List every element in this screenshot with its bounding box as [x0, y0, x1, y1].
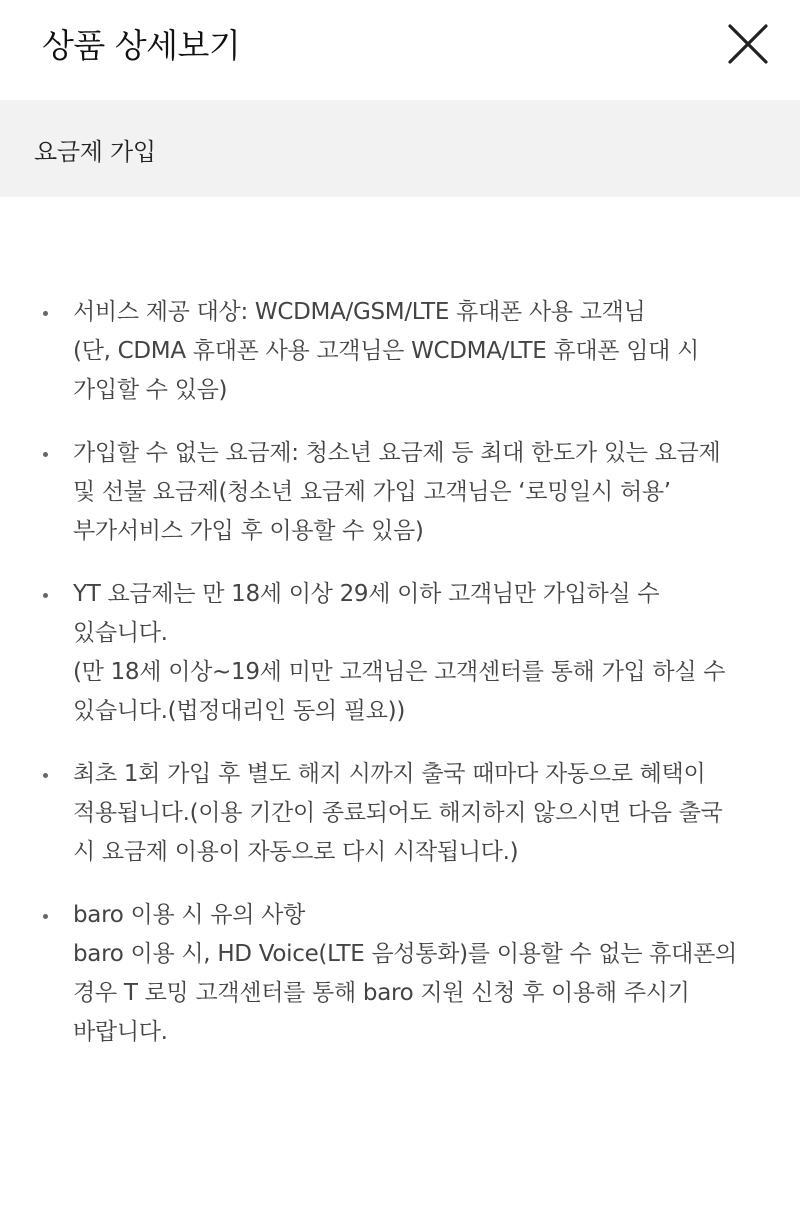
header [0, 0, 800, 100]
item-text-line: baro 이용 시, HD Voice(LTE 음성통화)를 이용할 수 없는 휴대폰의 [73, 941, 737, 967]
item-text-line: 최초 1회 가입 후 별도 해지 시까지 출국 때마다 자동으로 혜택이 [73, 761, 706, 787]
item-text-line: 있습니다. [73, 620, 168, 646]
bullet-icon [43, 452, 48, 457]
item-text-line: YT 요금제는 만 18세 이상 29세 이하 고객님만 가입하실 수 [73, 581, 660, 607]
bullet-icon [43, 311, 48, 316]
item-text-line: 부가서비스 가입 후 이용할 수 있음) [73, 518, 424, 544]
item-text-line: 서비스 제공 대상: WCDMA/GSM/LTE 휴대폰 사용 고객님 [73, 299, 646, 325]
section-title: 요금제 가입 [34, 138, 156, 166]
item-text-line: 적용됩니다.(이용 기간이 종료되어도 해지하지 않으시면 다음 출국 [73, 800, 723, 826]
list-item [0, 293, 800, 410]
close-icon [726, 22, 770, 66]
item-text-line: (단, CDMA 휴대폰 사용 고객님은 WCDMA/LTE 휴대폰 임대 시 [73, 338, 699, 364]
list-item [0, 575, 800, 731]
bullet-icon [43, 773, 48, 778]
item-text-line: 가입할 수 없는 요금제: 청소년 요금제 등 최대 한도가 있는 요금제 [73, 440, 721, 466]
item-text-line: 있습니다.(법정대리인 동의 필요)) [73, 698, 405, 724]
list-item [0, 434, 800, 551]
item-text-line: 가입할 수 있음) [73, 377, 228, 403]
page-title: 상품 상세보기 [42, 26, 241, 65]
bullet-icon [43, 914, 48, 919]
item-text-line: 경우 T 로밍 고객센터를 통해 baro 지원 신청 후 이용해 주시기 [73, 980, 690, 1006]
item-text-line: 바랍니다. [73, 1019, 168, 1045]
item-text-line: 시 요금제 이용이 자동으로 다시 시작됩니다.) [73, 839, 519, 865]
item-text-line: baro 이용 시 유의 사항 [73, 902, 305, 928]
list-item [0, 755, 800, 872]
list-item [0, 896, 800, 1052]
bullet-icon [43, 593, 48, 598]
close-button[interactable] [726, 22, 770, 66]
info-list [0, 293, 800, 1076]
item-text-line: 및 선불 요금제(청소년 요금제 가입 고객님은 ‘로밍일시 허용’ [73, 479, 671, 505]
section-bar [0, 100, 800, 197]
item-text-line: (만 18세 이상~19세 미만 고객님은 고객센터를 통해 가입 하실 수 [73, 659, 726, 685]
